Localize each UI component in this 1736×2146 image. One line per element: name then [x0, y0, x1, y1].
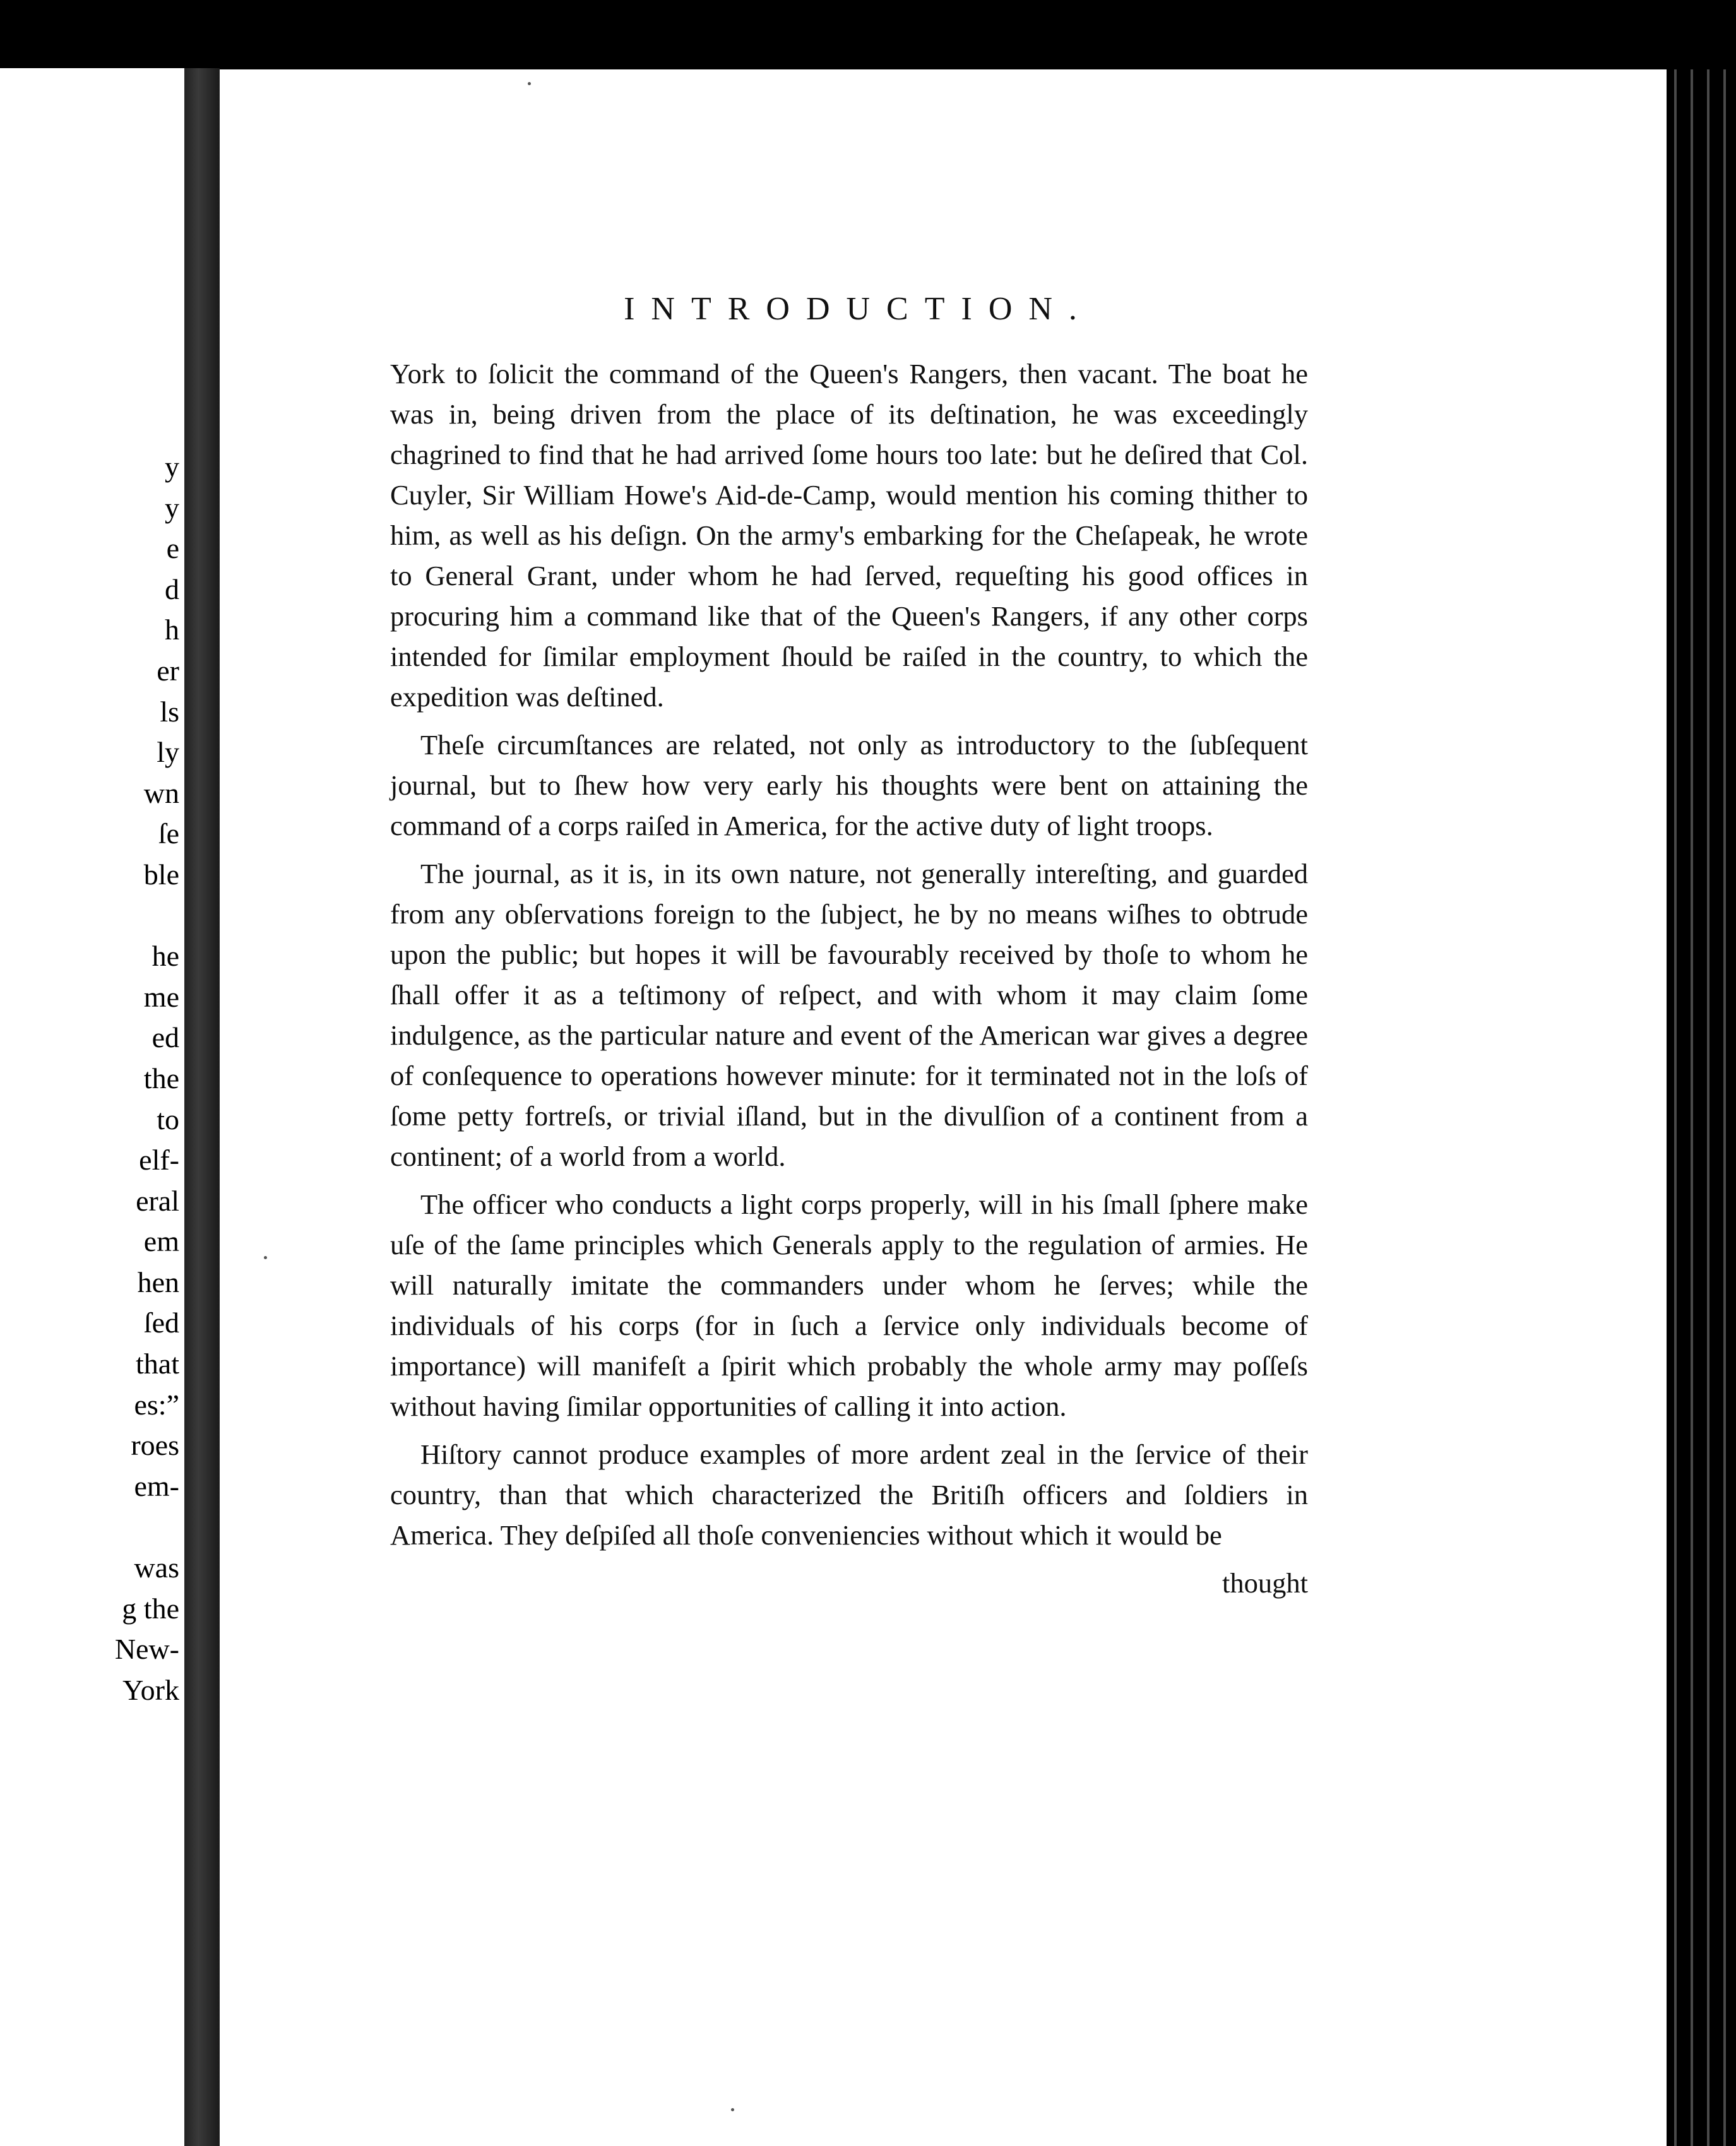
paragraph: Theſe circumſtances are related, not only as introductory to the ſubſequent journal, but to ſhew how very early his thoughts were bent on attaining the command of a corps raiſed in America, for the active duty of light troops.: [390, 729, 1308, 841]
facing-line-fragment: y: [165, 491, 179, 524]
facing-line-fragment: ly: [157, 736, 179, 769]
paragraph: The officer who conducts a light corps properly, will in his ſmall ſphere make uſe of the ſame principles which Generals apply to the regulation of armies. He will naturally imitate the commanders under whom he ſerves; while the individuals of his corps (for in ſuch a ſervice only individuals become of importance) will manifeſt a ſpirit which probably the whole army may poſſeſs without having ſimilar opportunities of calling it into action.: [390, 1189, 1308, 1422]
facing-line-fragment: g the: [122, 1592, 179, 1625]
facing-line-fragment: eral: [136, 1184, 179, 1217]
facing-line-fragment: ſed: [143, 1307, 179, 1339]
facing-line-fragment: York: [122, 1673, 179, 1706]
facing-line-fragment: d: [165, 572, 179, 605]
facing-line-fragment: e: [166, 532, 179, 565]
paper-speck: [264, 1256, 267, 1259]
facing-line-fragment: er: [157, 654, 179, 687]
page-stack-edge: [1667, 69, 1736, 2146]
paper-speck: [528, 82, 531, 85]
facing-line-fragment: to: [157, 1103, 179, 1135]
facing-line-fragment: wn: [143, 776, 179, 809]
facing-line-fragment: em-: [134, 1469, 179, 1502]
facing-line-fragment: me: [143, 980, 179, 1013]
facing-line-fragment: ls: [160, 695, 179, 728]
facing-line-fragment: was: [134, 1551, 179, 1584]
facing-line-fragment: ed: [152, 1021, 179, 1054]
paper-speck: [731, 2108, 734, 2111]
facing-line-fragment: [0, 896, 184, 937]
paragraph: The journal, as it is, in its own nature, not generally intereſting, and guarded from any obſervations foreign to the ſubject, he by no means wiſhes to obtrude upon the public; but hopes it will be favourably received by thoſe to whom he ſhall offer it as a teſtimony of reſpect, and with whom it may claim ſome indulgence, as the particular nature and event of the American war gives a degree of conſequence to operations however minute: for it terminated not in the loſs of ſome petty fortreſs, or trivial iſland, but in the divulſion of a continent from a continent; of a world from a world.: [390, 858, 1308, 1172]
page-text-block: [390, 284, 1308, 1603]
facing-line-fragment: y: [165, 451, 179, 483]
paragraph: York to ſolicit the command of the Queen's Rangers, then vacant. The boat he was in, being driven from the place of its deſtination, he was exceedingly chagrined to find that he had arrived ſome hours too late: but he deſired that Col. Cuyler, Sir William Howe's Aid-de-Camp, would mention his coming thither to him, as well as his deſign. On the army's embarking for the Cheſapeak, he wrote to General Grant, under whom he had ſerved, requeſting his good offices in procuring him a command like that of the Queen's Rangers, if any other corps intended for ſimilar employment ſhould be raiſed in the country, to which the expedition was deſtined.: [390, 358, 1308, 713]
facing-line-fragment: New-: [114, 1633, 179, 1666]
facing-line-fragment: ble: [143, 858, 179, 891]
facing-line-fragment: es:”: [134, 1388, 179, 1421]
facing-line-fragment: [0, 1507, 184, 1548]
facing-page: [0, 68, 184, 2146]
running-head: INTRODUCTION.: [624, 291, 1093, 327]
facing-line-fragment: ſe: [158, 817, 179, 850]
facing-line-fragment: he: [152, 940, 179, 973]
facing-line-fragment: roes: [131, 1429, 179, 1462]
facing-line-fragment: h: [165, 614, 179, 646]
book-gutter: [184, 68, 220, 2146]
facing-line-fragment: hen: [137, 1266, 179, 1298]
facing-line-fragment: elf-: [139, 1144, 179, 1177]
paragraph: Hiſtory cannot produce examples of more ardent zeal in the ſervice of their country, than that which characterized the Britiſh officers and ſoldiers in America. They deſpiſed all thoſe conveniencies without which it would be: [390, 1438, 1308, 1551]
facing-line-fragment: the: [143, 1062, 179, 1094]
facing-page-text-fragments: [0, 447, 184, 1710]
facing-line-fragment: that: [136, 1348, 179, 1380]
catchword: thought: [1222, 1567, 1308, 1599]
facing-line-fragment: em: [143, 1225, 179, 1258]
